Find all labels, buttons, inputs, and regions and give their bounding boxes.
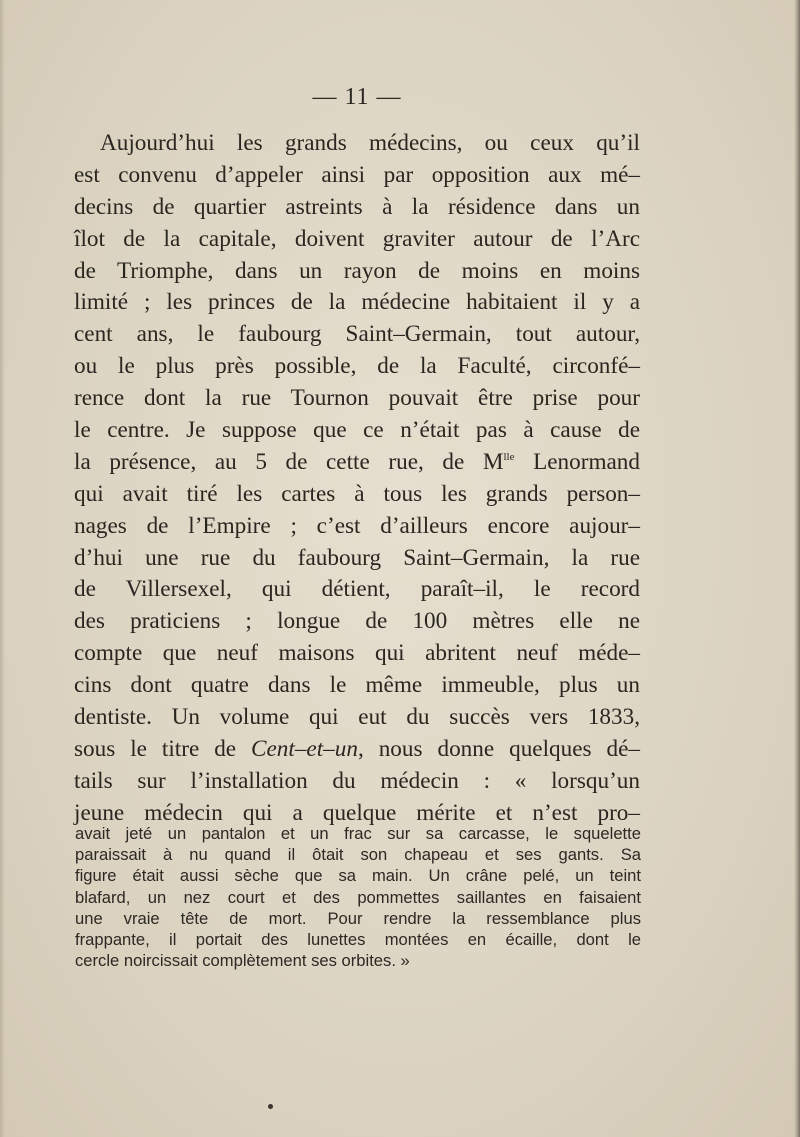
- text-segment: la présence, au 5 de cette rue, de M: [74, 448, 504, 475]
- text-line: est convenu d’appeler ainsi par opposition aux mé–: [74, 161, 640, 188]
- text-line: rence dont la rue Tournon pouvait être prise pour: [74, 385, 640, 412]
- text-line: des praticiens ; longue de 100 mètres elle ne: [74, 608, 640, 635]
- text-line: nages de l’Empire ; c’est d’ailleurs encore aujour–: [74, 512, 640, 539]
- footnote-line: paraissait à nu quand il ôtait son chapeau et ses gants. Sa: [75, 845, 641, 865]
- text-segment: sous le titre de: [74, 735, 252, 762]
- text-line: jeune médecin qui a quelque mérite et n’est pro–: [74, 799, 640, 826]
- text-line: qui avait tiré les cartes à tous les grands person–: [74, 480, 640, 507]
- text-segment: , nous donne quelques dé–: [357, 735, 640, 762]
- text-line: compte que neuf maisons qui abritent neuf méde–: [74, 640, 640, 667]
- footnote-block: [75, 823, 641, 971]
- text-segment: Lenormand: [514, 448, 640, 475]
- page-left-edge: [0, 0, 5, 1137]
- footnote-line: cercle noircissait complètement ses orbites. »: [75, 951, 410, 971]
- text-line-with-superscript: [74, 447, 640, 479]
- page-number: — 11 —: [312, 84, 402, 110]
- text-line: ou le plus près possible, de la Faculté, circonfé–: [74, 353, 640, 380]
- text-line: îlot de la capitale, doivent graviter autour de l’Arc: [74, 225, 640, 252]
- text-line: de Triomphe, dans un rayon de moins en moins: [74, 257, 640, 284]
- footnote-line: figure était aussi sèche que sa main. Un crâne pelé, un teint: [75, 866, 641, 886]
- page-right-edge: [794, 0, 800, 1137]
- text-line: le centre. Je suppose que ce n’était pas à cause de: [74, 417, 640, 444]
- text-line: dentiste. Un volume qui eut du succès vers 1833,: [74, 704, 640, 731]
- text-line: cins dont quatre dans le même immeuble, plus un: [74, 672, 640, 699]
- footnote-line: une vraie tête de mort. Pour rendre la ressemblance plus: [75, 908, 641, 928]
- superscript-abbreviation: lle: [503, 450, 515, 463]
- text-line: cent ans, le faubourg Saint–Germain, tout autour,: [74, 321, 640, 348]
- printer-dot-mark: [268, 1104, 273, 1109]
- text-line: decins de quartier astreints à la résidence dans un: [74, 193, 640, 220]
- footnote-line: avait jeté un pantalon et un frac sur sa carcasse, le squelette: [75, 824, 641, 843]
- text-line: de Villersexel, qui détient, paraît–il, le record: [74, 576, 640, 603]
- book-title-italic: Cent–et–un: [251, 735, 358, 762]
- main-text-block: [74, 128, 640, 830]
- text-line: limité ; les princes de la médecine habitaient il y a: [74, 289, 640, 316]
- text-line: tails sur l’installation du médecin : « lorsqu’un: [74, 767, 640, 794]
- footnote-line: frappante, il portait des lunettes montées en écaille, dont le: [75, 929, 641, 949]
- text-line: d’hui une rue du faubourg Saint–Germain, la rue: [74, 544, 640, 571]
- text-line: Aujourd’hui les grands médecins, ou ceux qu’il: [100, 130, 640, 156]
- footnote-line: blafard, un nez court et des pommettes saillantes en faisaient: [75, 887, 641, 907]
- text-line-with-italic-title: [74, 734, 640, 766]
